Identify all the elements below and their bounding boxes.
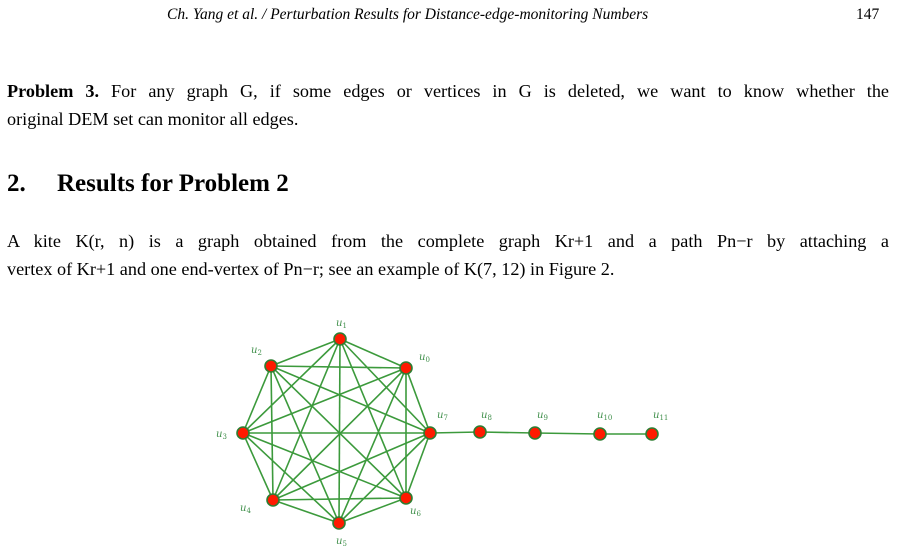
- vertex-label-u11: $u_{11}$: [653, 410, 669, 422]
- vertex-label-u4: $u_4$: [240, 503, 251, 515]
- vertex-label-u6: $u_6$: [410, 506, 421, 518]
- kite-definition-line-1: A kite K(r, n) is a graph obtained from the complete graph Kr+1 and a path Pn−r by attaching a: [7, 231, 889, 251]
- vertex-u4: [267, 494, 279, 506]
- graph-edges: [243, 339, 652, 523]
- vertex-u5: [333, 517, 345, 529]
- vertex-u9: [529, 427, 541, 439]
- vertex-label-u7: $u_7$: [437, 410, 448, 422]
- edge-u6-u7: [406, 433, 430, 498]
- edge-u9-u10: [535, 433, 600, 434]
- vertex-label-u0: $u_0$: [419, 352, 430, 364]
- vertex-u11: [646, 428, 658, 440]
- problem-3-label: Problem 3.: [7, 81, 99, 101]
- edge-u1-u5: [339, 339, 340, 523]
- vertex-label-u10: $u_{10}$: [597, 410, 613, 422]
- edge-u4-u6: [273, 498, 406, 500]
- vertex-u7: [424, 427, 436, 439]
- edge-u1-u7: [340, 339, 430, 433]
- page-number: 147: [856, 6, 880, 23]
- vertex-label-u8: $u_8$: [481, 410, 492, 422]
- vertex-label-u3: $u_3$: [216, 429, 227, 441]
- vertex-u8: [474, 426, 486, 438]
- vertex-u6: [400, 492, 412, 504]
- vertex-u3: [237, 427, 249, 439]
- running-title: Ch. Yang et al. / Perturbation Results for Distance-edge-monitoring Numbers: [167, 6, 649, 23]
- edge-u0-u7: [406, 368, 430, 433]
- vertex-label-u5: $u_5$: [336, 536, 347, 548]
- kite-definition-line-2: vertex of Kr+1 and one end-vertex of Pn−r; see an example of K(7, 12) in Figure 2.: [7, 259, 615, 279]
- section-number: 2.: [7, 170, 26, 197]
- problem-3-text: For any graph G, if some edges or vertices in G is deleted, we want to know whether the: [111, 81, 890, 101]
- vertex-u1: [334, 333, 346, 345]
- edge-u8-u9: [480, 432, 535, 433]
- vertex-u10: [594, 428, 606, 440]
- vertex-u0: [400, 362, 412, 374]
- vertex-label-u1: $u_1$: [336, 318, 347, 330]
- edge-u4-u5: [273, 500, 339, 523]
- vertex-u2: [265, 360, 277, 372]
- problem-3-line-2: original DEM set can monitor all edges.: [7, 109, 299, 129]
- edge-u0-u2: [271, 366, 406, 368]
- edge-u7-u8: [430, 432, 480, 433]
- vertex-label-u9: $u_9$: [537, 410, 548, 422]
- vertex-label-u2: $u_2$: [251, 345, 262, 357]
- section-title: Results for Problem 2: [57, 170, 289, 197]
